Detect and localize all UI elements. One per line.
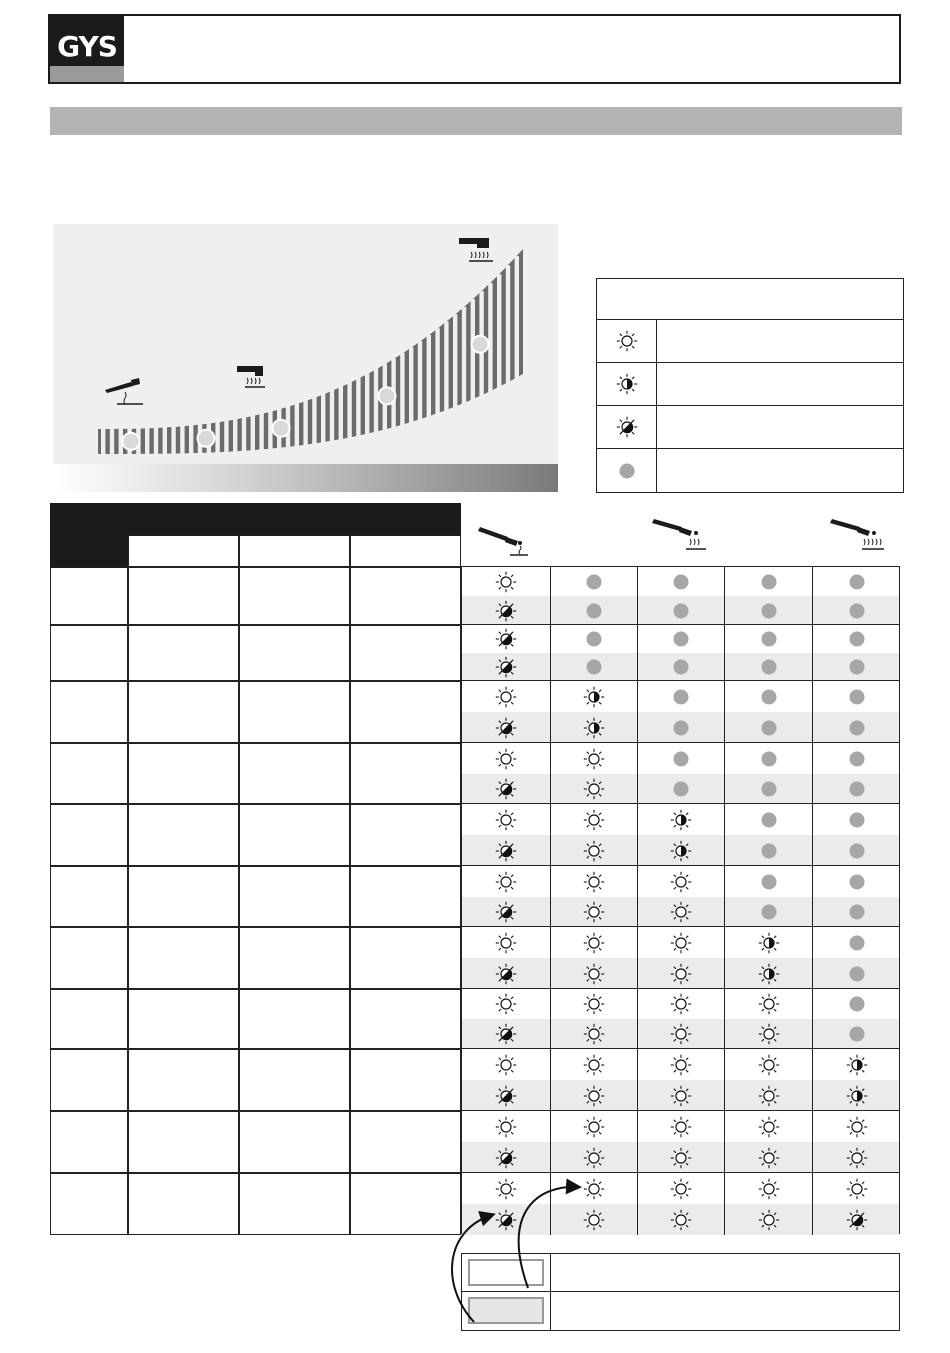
sun-half-icon — [724, 927, 812, 958]
grey-dot-icon — [724, 866, 812, 897]
grey-dot-icon — [812, 835, 900, 866]
curve-stripe — [233, 418, 237, 454]
grid-row-active — [462, 1049, 899, 1080]
legend-row-half — [597, 362, 903, 405]
sun-half-icon — [550, 681, 637, 712]
curve-stripe — [418, 341, 422, 422]
grey-dot-icon — [637, 681, 724, 712]
group-value-cell — [128, 681, 239, 743]
sun-blink-icon — [597, 406, 657, 448]
grey-dot-icon — [812, 681, 900, 712]
grid-row-idle — [462, 1080, 899, 1111]
table-header-group — [128, 503, 461, 535]
sun-on-icon — [637, 1142, 724, 1173]
grid-row-active — [462, 743, 899, 774]
group-value-cell — [239, 1049, 350, 1111]
sun-on-icon — [462, 1111, 550, 1142]
legend-box — [596, 278, 904, 493]
curve-stripe — [171, 425, 175, 455]
grey-dot-icon — [812, 989, 900, 1019]
curve-stripe — [506, 265, 510, 385]
sun-on-icon — [637, 1080, 724, 1111]
grey-dot-icon — [550, 653, 637, 681]
sun-half-icon — [724, 958, 812, 989]
curve-stripe — [251, 414, 255, 452]
curve-stripe — [110, 427, 114, 456]
group-value-cell — [350, 681, 461, 743]
curve-stripe — [435, 328, 439, 416]
sun-blink-icon — [462, 1080, 550, 1111]
sun-on-icon — [550, 1049, 637, 1080]
group-value-cell — [239, 804, 350, 866]
group-value-cell — [128, 927, 239, 989]
group-value-cell — [239, 989, 350, 1049]
group-value-cell — [350, 804, 461, 866]
torch-heat-low-icon — [652, 515, 712, 557]
group-value-cell — [350, 1111, 461, 1173]
page-header — [48, 14, 901, 84]
group-value-cell — [239, 567, 350, 625]
group-value-cell — [239, 866, 350, 927]
curve-stripe — [365, 373, 369, 436]
graph-point-2 — [198, 430, 215, 447]
arrow-from-grey-row — [452, 1215, 492, 1322]
sun-on-icon — [637, 1204, 724, 1235]
curve-stripe — [462, 307, 466, 406]
group-value-cell — [128, 1111, 239, 1173]
grey-dot-icon — [724, 625, 812, 653]
grey-dot-icon — [597, 449, 657, 493]
grid-row-idle — [462, 653, 899, 681]
torch-heat-high-icon — [830, 515, 890, 557]
group-value-cell — [239, 625, 350, 681]
group-label-cell — [50, 927, 128, 989]
curve-stripe — [189, 424, 193, 455]
grey-dot-icon — [724, 681, 812, 712]
sun-on-icon — [550, 989, 637, 1019]
curve-stripe — [180, 424, 184, 455]
grid-row-active — [462, 681, 899, 712]
grey-dot-icon — [724, 804, 812, 835]
grey-dot-icon — [812, 712, 900, 743]
grid-row-idle — [462, 596, 899, 625]
grid-row-idle — [462, 958, 899, 989]
legend-row-on — [597, 319, 903, 362]
curve-stripe — [427, 335, 431, 419]
sun-blink-icon — [462, 712, 550, 743]
curve-stripe — [488, 283, 492, 394]
sun-on-icon — [724, 1173, 812, 1204]
curve-stripe — [295, 403, 299, 448]
sun-on-icon — [550, 958, 637, 989]
sun-on-icon — [637, 1049, 724, 1080]
sun-on-icon — [550, 866, 637, 897]
group-value-cell — [128, 1049, 239, 1111]
curve-stripe — [339, 386, 343, 441]
group-label-cell — [50, 1111, 128, 1173]
group-value-cell — [239, 1111, 350, 1173]
sun-on-icon — [637, 989, 724, 1019]
grey-dot-icon — [724, 596, 812, 625]
grid-row-active — [462, 567, 899, 596]
grey-dot-icon — [724, 653, 812, 681]
sun-blink-icon — [462, 774, 550, 804]
group-label-cell — [50, 743, 128, 804]
grey-dot-icon — [637, 653, 724, 681]
grey-dot-icon — [724, 835, 812, 866]
sun-blink-icon — [462, 1142, 550, 1173]
logo-text: GYS — [57, 30, 117, 63]
legend-row-off — [597, 448, 903, 493]
sun-on-icon — [550, 927, 637, 958]
grey-dot-icon — [637, 625, 724, 653]
sun-on-icon — [462, 681, 550, 712]
sun-on-icon — [637, 958, 724, 989]
grid-row-idle — [462, 897, 899, 927]
sun-on-icon — [462, 927, 550, 958]
curve-stripe — [163, 426, 167, 456]
group-value-cell — [350, 989, 461, 1049]
sun-on-icon — [550, 835, 637, 866]
table-subheader-2 — [239, 535, 350, 567]
sun-on-icon — [724, 1049, 812, 1080]
grid-row-active — [462, 927, 899, 958]
sun-on-icon — [724, 989, 812, 1019]
grey-dot-icon — [812, 596, 900, 625]
curve-stripe — [259, 412, 263, 451]
graph-point-1 — [123, 433, 140, 450]
grid-row-idle — [462, 1019, 899, 1049]
curve-stripe — [303, 400, 307, 447]
grey-dot-icon — [812, 897, 900, 927]
group-label-cell — [50, 625, 128, 681]
grey-dot-icon — [812, 653, 900, 681]
sun-half-icon — [550, 712, 637, 743]
sun-on-icon — [550, 1111, 637, 1142]
group-value-cell — [350, 1049, 461, 1111]
curve-stripe — [453, 314, 457, 409]
group-label-cell — [50, 1173, 128, 1235]
sun-on-icon — [462, 804, 550, 835]
grey-dot-icon — [724, 712, 812, 743]
curve-stripe — [400, 353, 404, 427]
sun-half-icon — [597, 363, 657, 405]
legend-row-blink — [597, 405, 903, 448]
grey-dot-icon — [724, 567, 812, 596]
sun-blink-icon — [812, 1204, 900, 1235]
grid-row-idle — [462, 1142, 899, 1173]
curve-stripe — [215, 421, 219, 455]
sun-on-icon — [724, 1204, 812, 1235]
grey-dot-icon — [724, 774, 812, 804]
arrow-to-grey-row — [519, 1187, 578, 1288]
group-value-cell — [239, 927, 350, 989]
table-header-left — [50, 503, 128, 567]
graph-point-5 — [472, 336, 489, 353]
indicator-grid — [461, 566, 900, 1234]
sun-on-icon — [550, 1142, 637, 1173]
group-label-cell — [50, 567, 128, 625]
sun-on-icon — [812, 1111, 900, 1142]
sun-on-icon — [637, 1173, 724, 1204]
sun-on-icon — [550, 743, 637, 774]
group-value-cell — [128, 866, 239, 927]
settings-table-left — [50, 503, 461, 1234]
grey-dot-icon — [724, 743, 812, 774]
curve-stripe — [321, 393, 325, 444]
group-value-cell — [128, 567, 239, 625]
sun-blink-icon — [462, 625, 550, 653]
curve-stripe — [356, 378, 360, 438]
grey-dot-icon — [812, 625, 900, 653]
curve-stripe — [145, 426, 149, 455]
curve-stripe — [312, 397, 316, 446]
sun-on-icon — [462, 1049, 550, 1080]
group-label-cell — [50, 804, 128, 866]
curve-stripe — [101, 427, 105, 456]
grid-row-active — [462, 804, 899, 835]
sun-on-icon — [550, 1080, 637, 1111]
sun-blink-icon — [462, 958, 550, 989]
sun-blink-icon — [462, 835, 550, 866]
torch-arc-icon — [478, 515, 538, 557]
grey-dot-icon — [550, 596, 637, 625]
sun-on-icon — [812, 1142, 900, 1173]
curve-stripe — [409, 347, 413, 425]
sun-on-icon — [637, 897, 724, 927]
gys-logo — [50, 16, 124, 82]
grey-dot-icon — [812, 958, 900, 989]
group-value-cell — [350, 866, 461, 927]
grid-row-idle — [462, 835, 899, 866]
group-value-cell — [128, 1173, 239, 1235]
curve-stripe — [374, 369, 378, 435]
curve-stripe — [330, 390, 334, 443]
graph-point-3 — [273, 420, 290, 437]
group-label-cell — [50, 681, 128, 743]
curve-stripe — [444, 321, 448, 412]
group-value-cell — [128, 625, 239, 681]
group-value-cell — [128, 743, 239, 804]
grey-dot-icon — [812, 743, 900, 774]
sun-blink-icon — [462, 897, 550, 927]
group-label-cell — [50, 989, 128, 1049]
sun-half-icon — [637, 835, 724, 866]
grey-dot-icon — [812, 567, 900, 596]
grey-dot-icon — [550, 625, 637, 653]
sun-on-icon — [550, 897, 637, 927]
curve-stripe — [224, 419, 228, 454]
group-value-cell — [350, 927, 461, 989]
curve-stripe — [497, 274, 501, 390]
sun-on-icon — [724, 1080, 812, 1111]
group-value-cell — [350, 743, 461, 804]
grey-dot-icon — [812, 804, 900, 835]
grey-dot-icon — [812, 1019, 900, 1049]
sun-on-icon — [637, 927, 724, 958]
graph-point-4 — [379, 387, 396, 404]
sun-on-icon — [550, 804, 637, 835]
sun-on-icon — [724, 1111, 812, 1142]
transition-arrows — [430, 1170, 600, 1340]
grey-dot-icon — [812, 774, 900, 804]
grey-dot-icon — [812, 927, 900, 958]
grey-dot-icon — [637, 596, 724, 625]
sun-on-icon — [724, 1142, 812, 1173]
group-label-cell — [50, 866, 128, 927]
grey-dot-icon — [637, 712, 724, 743]
group-value-cell — [128, 989, 239, 1049]
heat-level-graph — [53, 224, 558, 492]
sun-on-icon — [637, 866, 724, 897]
curve-stripe — [515, 256, 519, 381]
sun-on-icon — [462, 866, 550, 897]
table-subheader-3 — [350, 535, 461, 567]
curve-stripe — [154, 426, 158, 456]
sun-on-icon — [597, 320, 657, 362]
sun-on-icon — [637, 1019, 724, 1049]
sun-on-icon — [550, 1019, 637, 1049]
sun-half-icon — [637, 804, 724, 835]
sun-half-icon — [812, 1080, 900, 1111]
grey-dot-icon — [637, 567, 724, 596]
grid-row-active — [462, 989, 899, 1019]
grey-dot-icon — [550, 567, 637, 596]
group-value-cell — [239, 681, 350, 743]
sun-on-icon — [637, 1111, 724, 1142]
grid-row-idle — [462, 774, 899, 804]
group-value-cell — [239, 1173, 350, 1235]
group-label-cell — [50, 1049, 128, 1111]
curve-stripe — [242, 416, 246, 453]
grey-dot-icon — [637, 774, 724, 804]
grey-dot-icon — [724, 897, 812, 927]
group-value-cell — [350, 567, 461, 625]
sun-on-icon — [724, 1019, 812, 1049]
curve-stripe — [347, 382, 351, 440]
sun-on-icon — [462, 989, 550, 1019]
sun-blink-icon — [462, 653, 550, 681]
grey-dot-icon — [812, 866, 900, 897]
sun-on-icon — [550, 774, 637, 804]
group-value-cell — [350, 625, 461, 681]
grey-dot-icon — [637, 743, 724, 774]
grid-row-active — [462, 866, 899, 897]
sun-on-icon — [462, 567, 550, 596]
group-value-cell — [128, 804, 239, 866]
grid-row-active — [462, 1111, 899, 1142]
sun-on-icon — [462, 743, 550, 774]
grid-row-idle — [462, 712, 899, 743]
sun-half-icon — [812, 1049, 900, 1080]
grid-row-active — [462, 625, 899, 653]
section-title-bar — [50, 107, 902, 135]
table-subheader-1 — [128, 535, 239, 567]
group-value-cell — [239, 743, 350, 804]
sun-blink-icon — [462, 1019, 550, 1049]
sun-on-icon — [812, 1173, 900, 1204]
sun-blink-icon — [462, 596, 550, 625]
